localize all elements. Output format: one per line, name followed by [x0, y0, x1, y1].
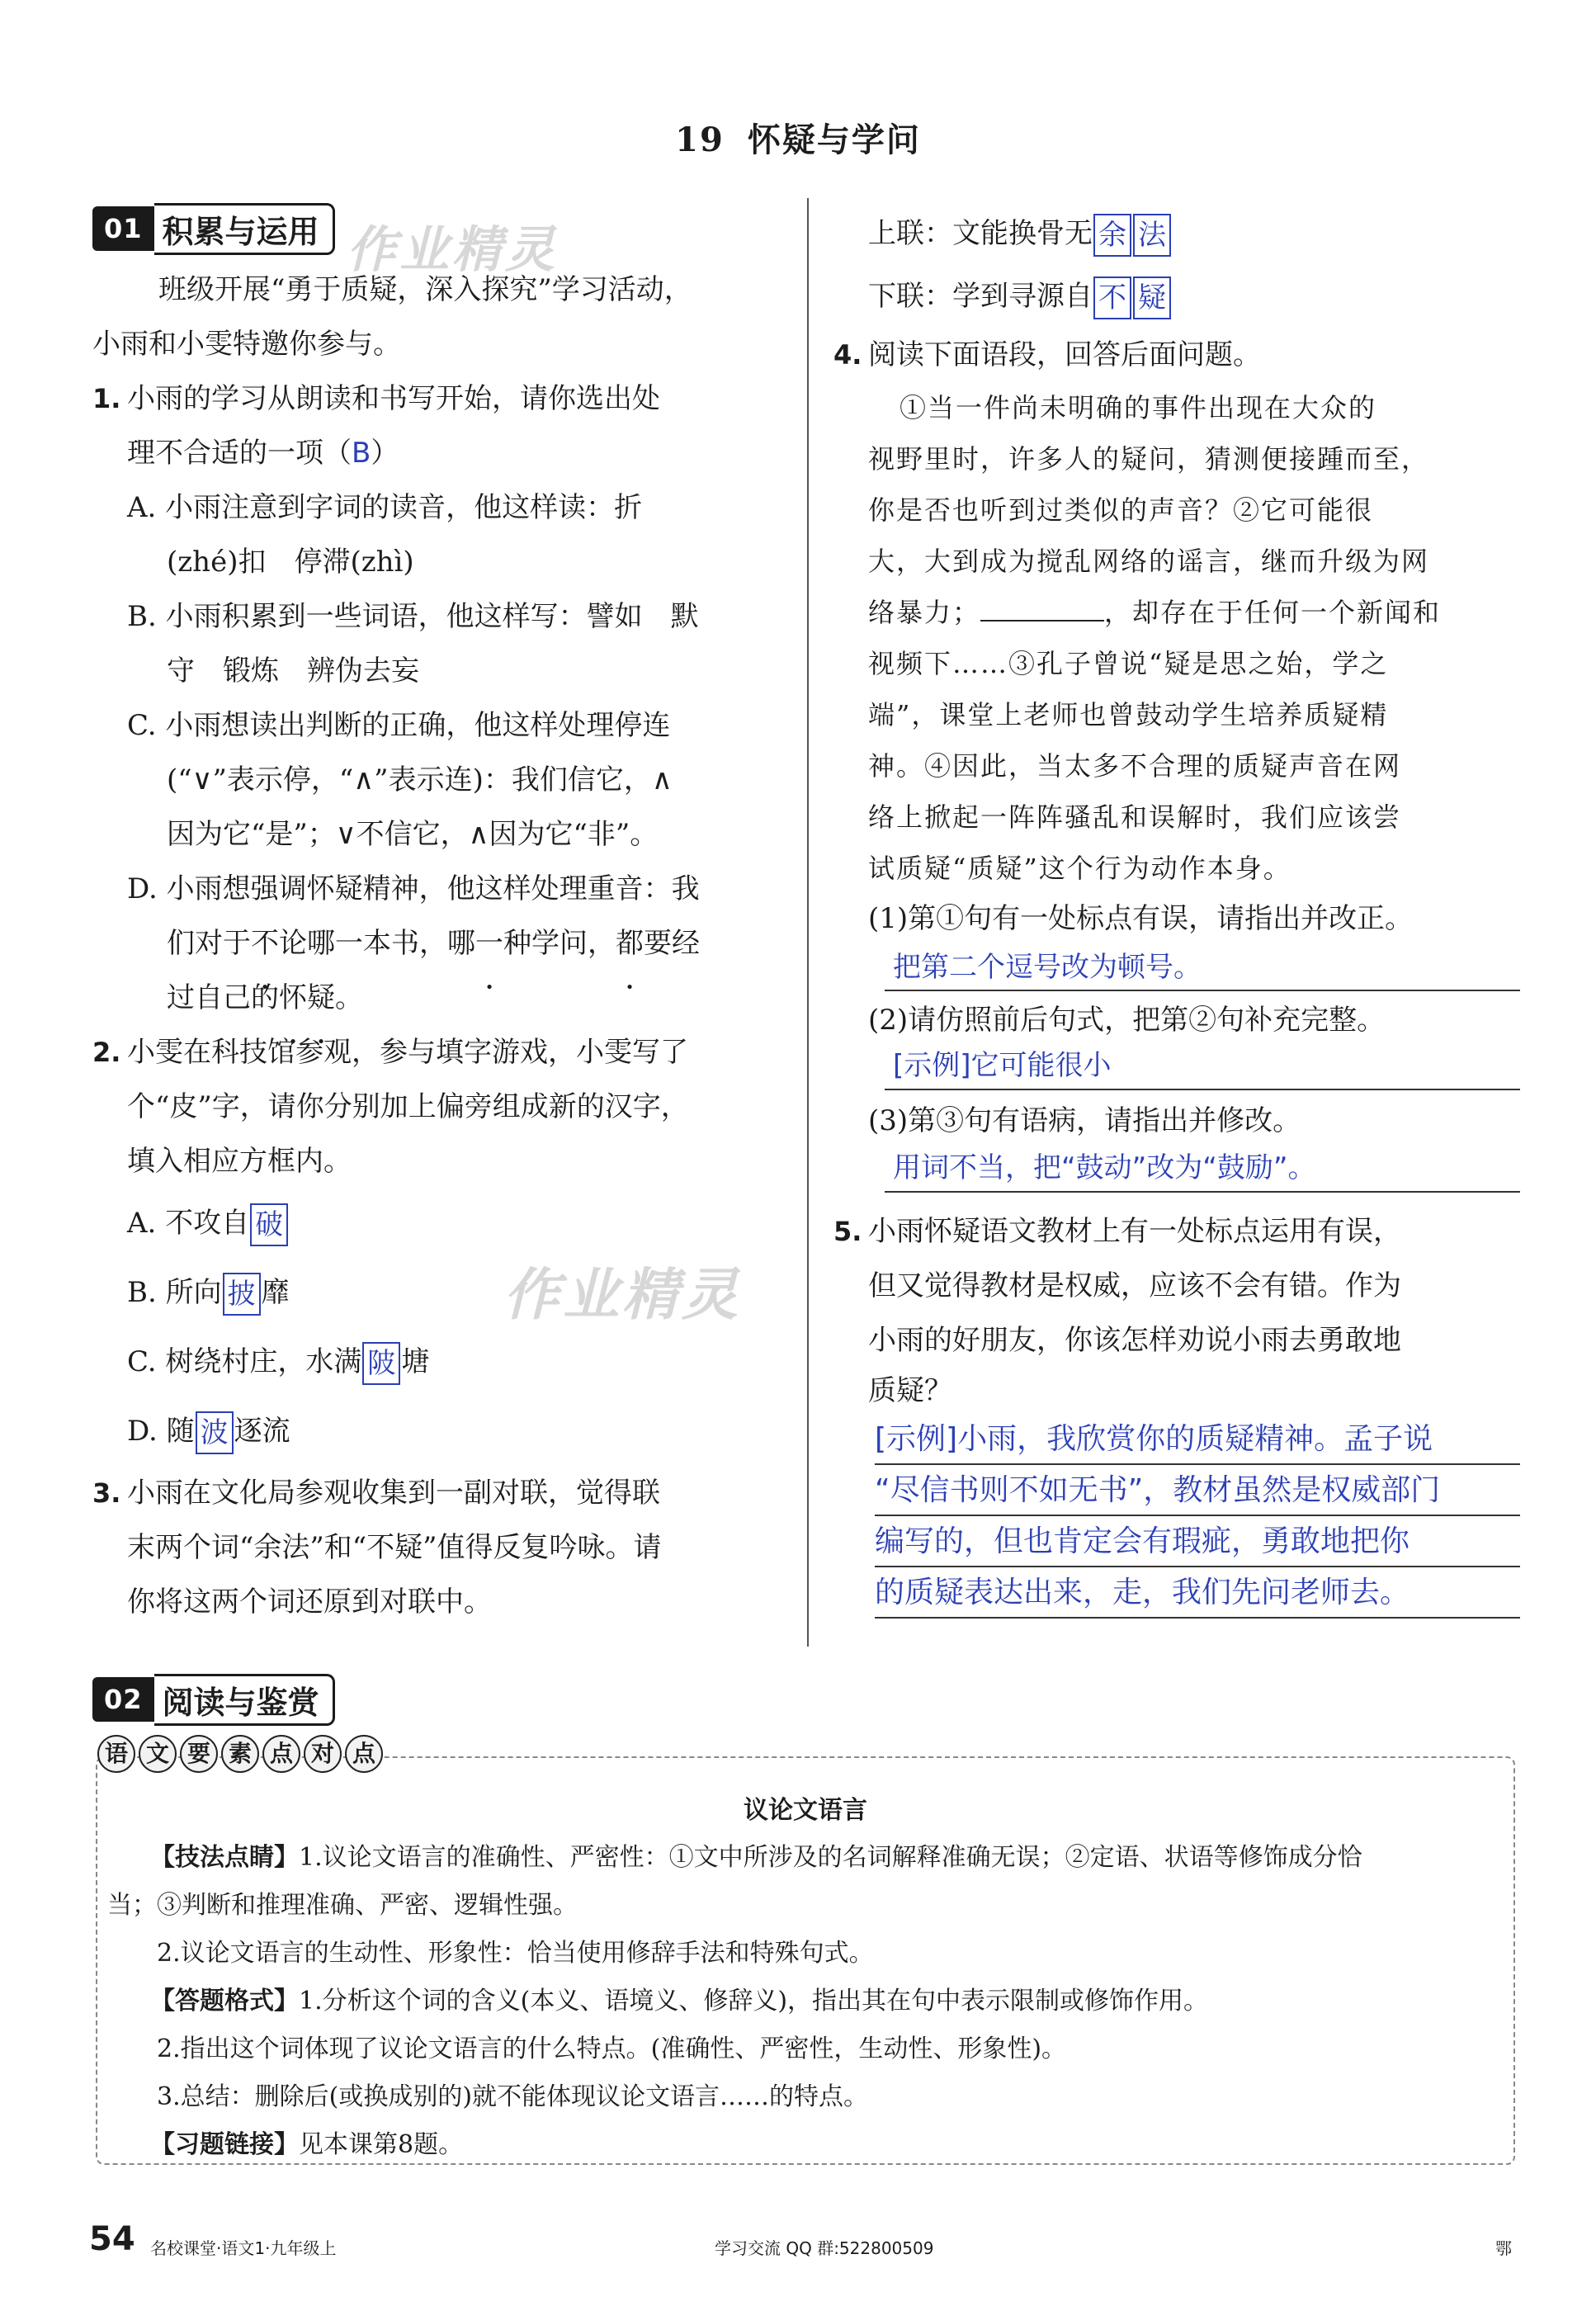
q2-stem: 个“皮”字，请你分别加上偏旁组成新的汉字，: [127, 1090, 689, 1123]
q5-answer: [示例]小雨，我欣赏你的质疑精神。孟子说 “尽信书则不如无书”，教材虽然是权威部门 编写的，但也肯定会有瑕疵，勇敢地把你 的质疑表达出来，走，我们先问老师去。: [875, 1414, 1520, 1619]
section-badge: 02: [92, 1677, 154, 1722]
q2-number: 2.: [92, 1037, 121, 1068]
q4-sub2-question: (2)请仿照前后句式，把第②句补充完整。: [868, 1004, 1386, 1037]
q4-sub1-answer: 把第二个逗号改为顿号。: [893, 951, 1202, 984]
q2-option-c: C. 树绕村庄，水满 陂 塘: [92, 1327, 786, 1397]
q5-number: 5.: [833, 1216, 862, 1247]
q1-option-d: D. 小雨想强调怀疑精神，他这样处理重音：我: [127, 872, 700, 905]
right-column: [833, 202, 1518, 1619]
section-badge: 01: [92, 206, 154, 251]
q1-option-a: A. 小雨注意到字词的读音，他这样读：折: [127, 491, 643, 524]
answer-box: 波: [196, 1411, 234, 1454]
q5-stem: 质疑？: [868, 1374, 952, 1407]
page-title: [0, 114, 1596, 161]
q1-option-a: (zhé)扣 停滞(zhì): [167, 546, 414, 579]
q4-sub3-answer: 用词不当，把“鼓动”改为“鼓励”。: [893, 1151, 1316, 1184]
q5-stem: 小雨的好朋友，你该怎样劝说小雨去勇敢地: [868, 1324, 1401, 1357]
q1-option-d: 过自己的怀疑。: [92, 971, 786, 1025]
answer-box: 疑: [1133, 276, 1171, 319]
column-divider: [807, 198, 809, 1647]
q5-stem: 但又觉得教材是权威，应该不会有错。作为: [868, 1269, 1401, 1302]
q2-option-d: D. 随 波 逐流: [92, 1397, 786, 1466]
section-header-01: [92, 205, 335, 253]
q3-stem: 3. 小雨在文化局参观收集到一副对联，觉得联: [92, 1466, 786, 1520]
q4-sub1-answer-line: [885, 943, 1520, 991]
q4-sub3-question: (3)第③句有语病，请指出并修改。: [868, 1104, 1301, 1137]
q4-sub1-question: (1)第①句有一处标点有误，请指出并改正。: [868, 902, 1414, 935]
stress-dot: 都: [616, 927, 644, 960]
fill-blank[interactable]: [980, 588, 1104, 621]
q1-option-c: C. 小雨想读出判断的正确，他这样处理停连: [127, 709, 671, 742]
answer-box: 陂: [362, 1342, 400, 1385]
tips-tag: 语 文 要 素 点 对 点: [97, 1735, 386, 1773]
q2-stem: 填入相应方框内。: [127, 1145, 352, 1178]
q1-option-b: B. 小雨积累到一些词语，他这样写：譬如 默: [127, 600, 699, 633]
stress-dot: 疑: [307, 981, 335, 1014]
q1-number: 1.: [92, 383, 121, 414]
page-footer: [0, 2220, 1596, 2270]
answer-box: 披: [223, 1273, 261, 1316]
q1-option-c: 因为它“是”；∨不信它，∧因为它“非”。: [167, 818, 659, 851]
intro-line: 班级开展“勇于质疑，深入探究”学习活动，: [158, 273, 692, 306]
q5-stem: 5. 小雨怀疑语文教材上有一处标点运用有误，: [833, 1204, 1518, 1259]
q1-answer: B: [352, 437, 371, 470]
intro-line: 小雨和小雯特邀你参与。: [92, 328, 401, 361]
q4-stem: 4. 阅读下面语段，回答后面问题。: [833, 328, 1518, 382]
watermark: 作业精灵: [347, 221, 558, 279]
tips-title: 议论文语言: [744, 1796, 867, 1825]
q1-stem: 1. 小雨的学习从朗读和书写开始，请你选出处: [92, 371, 786, 426]
answer-box: 不: [1093, 276, 1131, 319]
region-mark: 鄂: [1495, 2238, 1512, 2258]
q4-sub2-answer: [示例]它可能很小: [893, 1049, 1112, 1082]
lesson-number: 19: [675, 121, 725, 159]
stress-dot: 不: [251, 927, 279, 960]
tips-body: 【技法点睛】1.议论文语言的准确性、严密性：①文中所涉及的名词解释准确无误；②定语、状语等修饰成分恰 当；③判断和推理准确、严密、逻辑性强。 2.议论文语言的生动性、形象性：恰当使用修辞手法和特殊句式。 【答题格式】1.分析这个词的含义(本义、语境义、修辞义)，指出其在句中表示限制或修饰作用。 2.指出这个词体现了议论文语言的什么特点。(准确性、严密性，生动性、形象性)。 3.总结：删除后(或换成别的)就不能体现议论文语言……的特点。 【习题链接】见本课第8题。: [107, 1843, 1362, 2159]
q2-option-a: A. 不攻自 破: [92, 1189, 786, 1258]
section-label: 阅读与鉴赏: [154, 1674, 335, 1726]
q3-number: 3.: [92, 1477, 121, 1509]
q1-stem: 理不合适的一项（B）: [127, 437, 399, 470]
answer-box: 破: [250, 1203, 288, 1246]
book-title: 名校课堂·语文1·九年级上: [150, 2238, 337, 2258]
watermark: 作业精灵: [503, 1263, 742, 1328]
lesson-title: 怀疑与学问: [747, 121, 921, 159]
q2-option-b: B. 所向 披 靡: [92, 1258, 786, 1327]
section-header-02: [92, 1675, 335, 1723]
couplet-upper: 上联：文能换骨无 余 法: [833, 202, 1518, 265]
q3-stem: 你将这两个词还原到对联中。: [127, 1586, 492, 1619]
q1-option-d: 们对于不论哪一本书，哪一种学问，都要经: [92, 916, 786, 971]
stress-dot: 一: [475, 927, 503, 960]
stress-dot: 怀: [279, 981, 307, 1014]
q4-passage: ①当一件尚未明确的事件出现在大众的 视野里时，许多人的疑问，猜测便接踵而至， 你是否也听到过类似的声音？②它可能很 大，大到成为搅乱网络的谣言，继而升级为网 络暴力； ，却存在于任何一个新闻和 视频下……③孔子曾说“疑是思之始，学之 端”，课堂上老师也曾鼓动学生培养质疑精 神。④因此，当太多不合理的质疑声音在网 络上掀起一阵阵骚乱和误解时，我们应该尝 试质疑“质疑”这个行为动作本身。: [868, 392, 1442, 884]
q4-sub3-answer-line: [885, 1151, 1520, 1193]
q3-stem: 末两个词“余法”和“不疑”值得反复吟咏。请: [127, 1531, 662, 1564]
qq-group: 学习交流 QQ 群:522800509: [715, 2238, 934, 2258]
answer-box: 余: [1093, 214, 1131, 257]
couplet-lower: 下联：学到寻源自 不 疑: [833, 265, 1518, 328]
q4-sub2-answer-line: [885, 1049, 1520, 1090]
section-label: 积累与运用: [154, 203, 335, 255]
q2-stem: 2. 小雯在科技馆参观，参与填字游戏，小雯写了: [92, 1025, 786, 1080]
page-number: 54: [89, 2220, 135, 2258]
left-column: [92, 262, 786, 1629]
answer-box: 法: [1133, 214, 1171, 257]
q1-option-b: 守 锻炼 辨伪去妄: [167, 655, 419, 688]
q4-number: 4.: [833, 339, 862, 371]
q1-option-c: (“∨”表示停，“∧”表示连)：我们信它，∧: [167, 763, 673, 796]
